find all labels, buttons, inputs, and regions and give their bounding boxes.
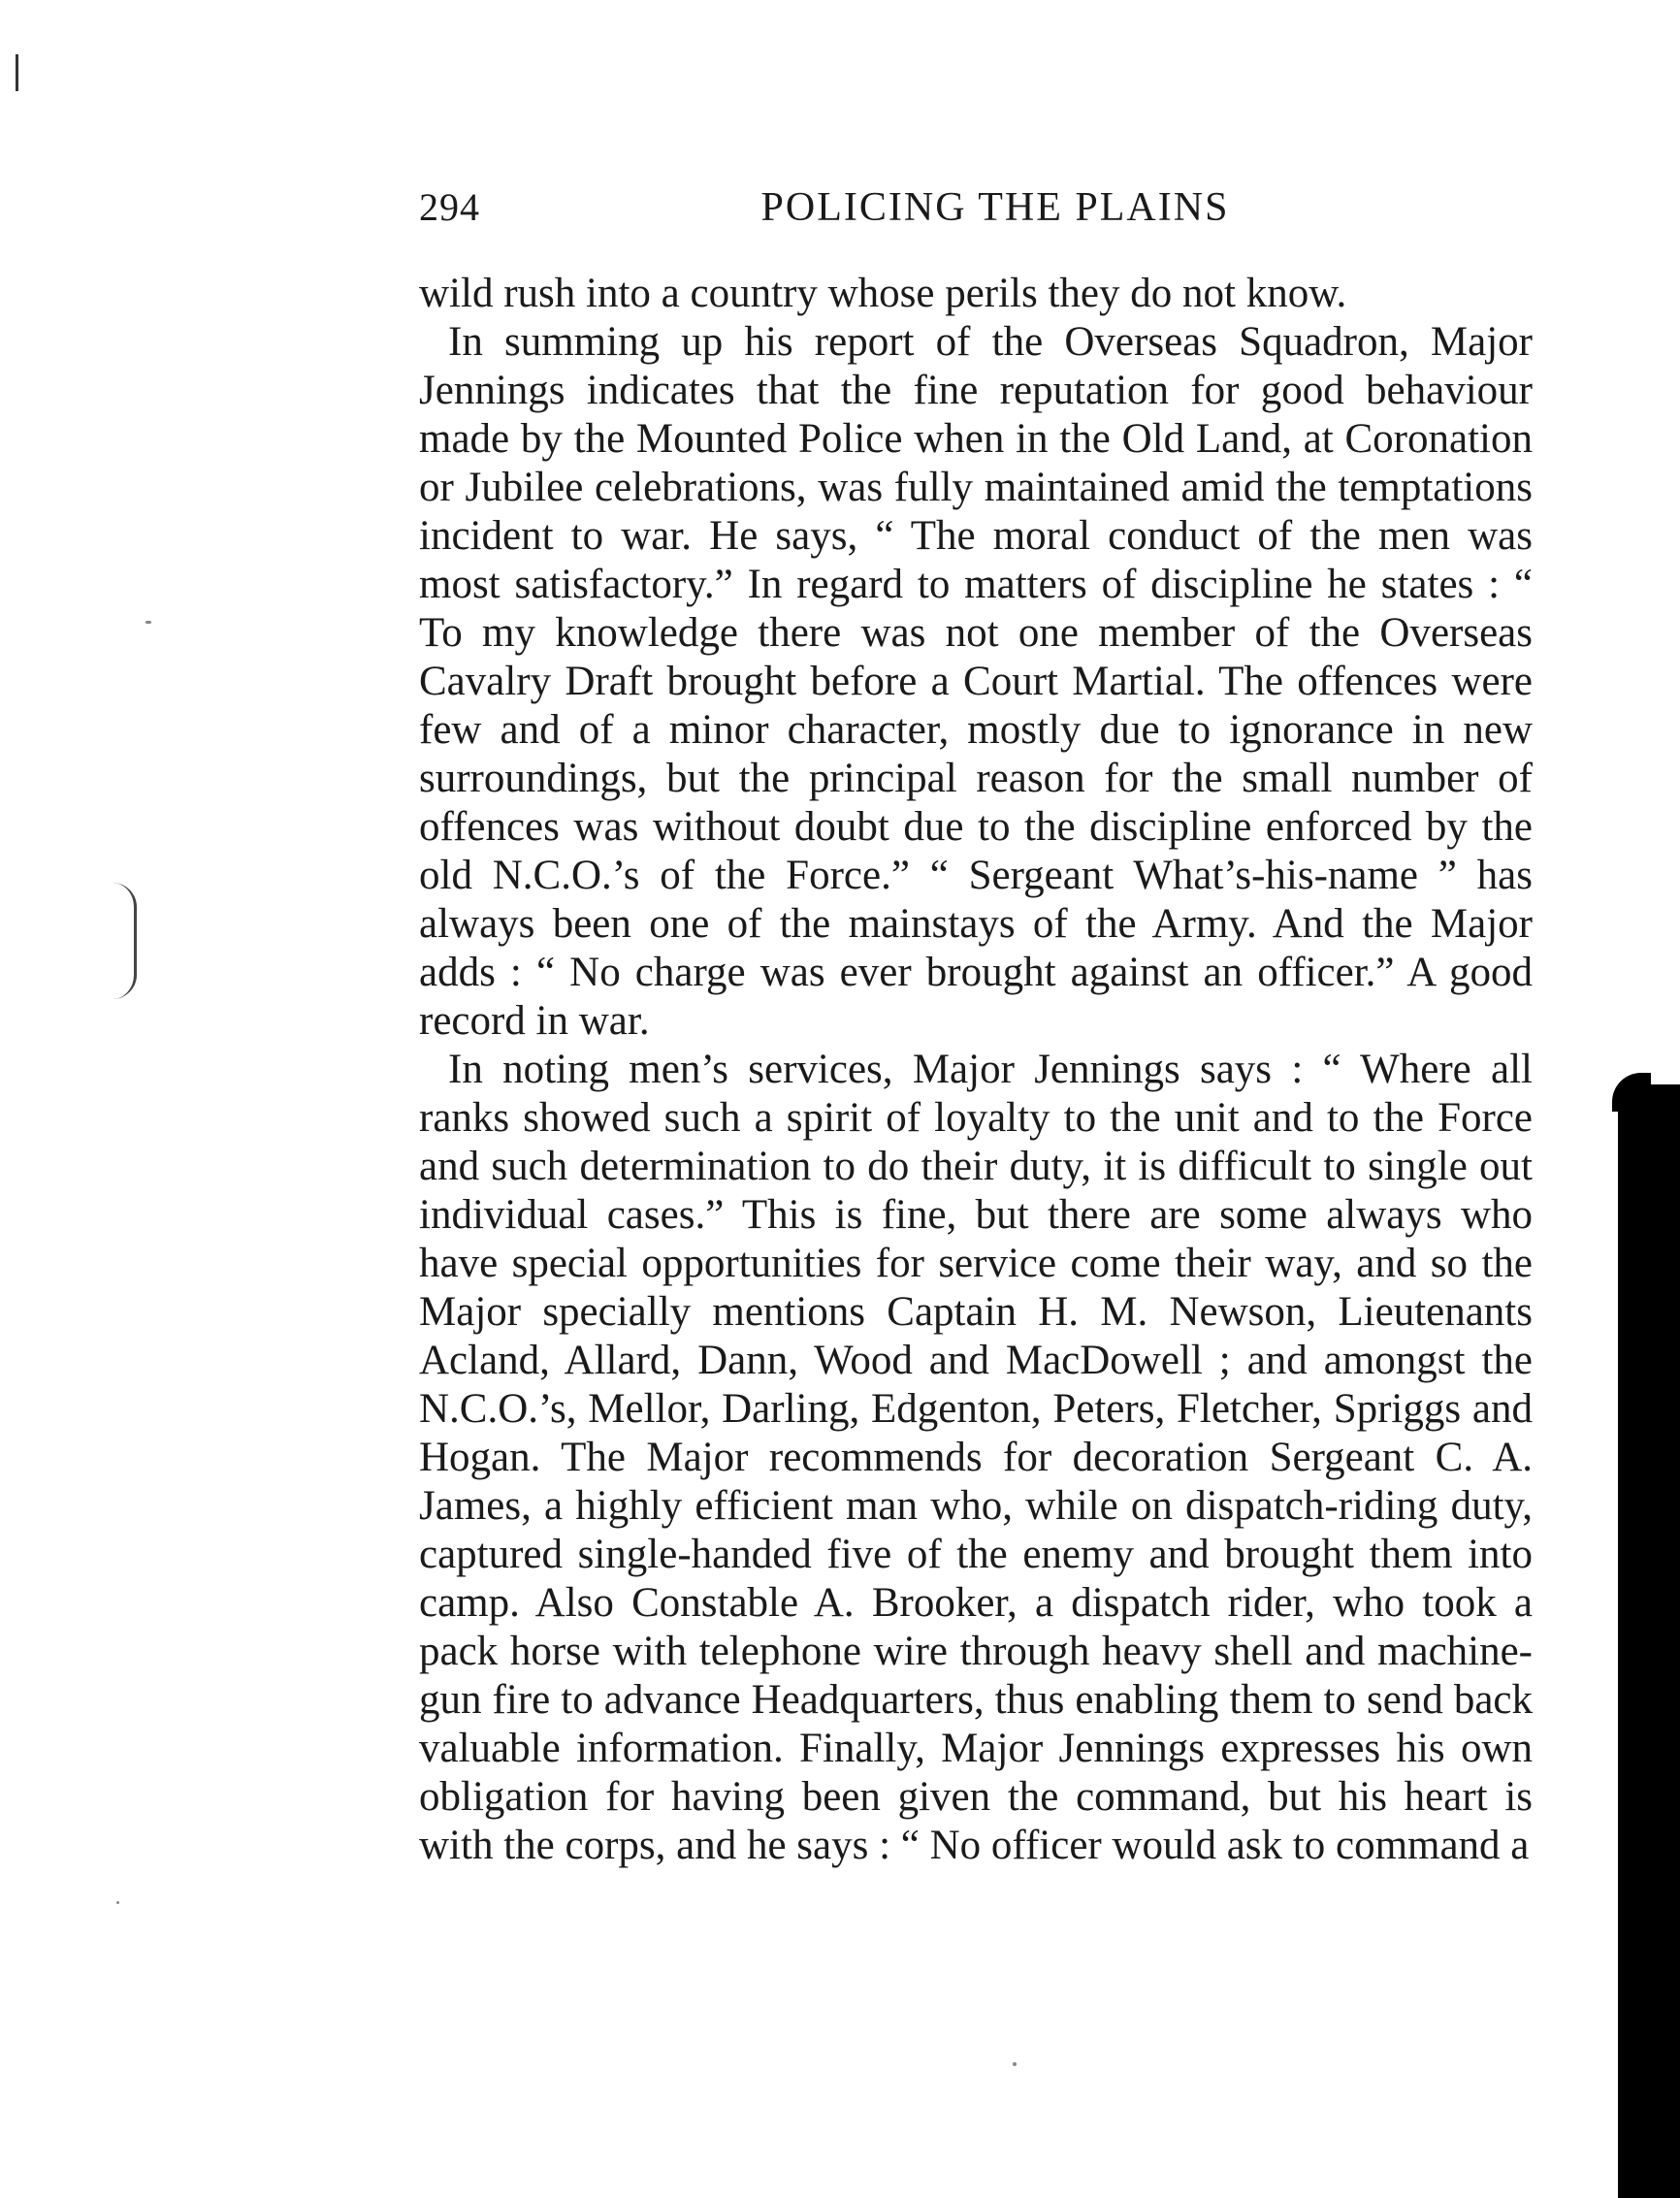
paragraph: wild rush into a country whose perils they do not know. [419,271,1347,316]
scan-dust-speck [145,621,151,624]
scan-artifact-mark [16,54,18,91]
paragraph: In noting men’s services, Major Jennings says : “ Where all ranks showed such a spirit of loyalty to the unit and to the Force and such determination to do their duty, it is difficult to single out individual cases.” This is fine, but there are some always who have special opportunities for service come their way, and so the Major specially mentions Captain H. M. Newson, Lieutenants Acland, Allard, Dann, Wood and MacDowell ; and amongst the N.C.O.’s, Mellor, Darling, Edgenton, Peters, Fletcher, Spriggs and Hogan. The Major recommends for decoration Sergeant C. A. James, a highly efficient man who, while on dispatch-riding duty, captured single-handed five of the enemy and brought them into camp. Also Constable A. Brooker, a dispatch rider, who took a pack horse with telephone wire through heavy shell and machine-gun fire to advance Headquarters, thus enabling them to send back valuable information. Finally, Major Jennings expresses his own obligation for having been given the command, but his heart is with the corps, and he says : “ No officer would ask to command a [419,1047,1533,1868]
scan-edge-shadow [1618,1084,1680,2198]
scan-artifact-bracket [113,883,137,999]
running-title: POLICING THE PLAINS [760,185,1230,230]
body-text [419,270,1533,1870]
scan-dust-speck [116,1901,119,1904]
page-number: 294 [419,185,480,229]
scan-dust-speck [1013,2062,1017,2066]
running-head [419,184,1533,242]
paragraph: In summing up his report of the Overseas Squadron, Major Jennings indicates that the fine reputation for good behaviour made by the Mounted Police when in the Old Land, at Coronation or Jubilee celebrations, was fully maintained amid the temptations incident to war. He says, “ The moral conduct of the men was most satisfactory.” In regard to matters of discipline he states : “ To my knowledge there was not one member of the Overseas Cavalry Draft brought before a Court Martial. The offences were few and of a minor character, mostly due to ignorance in new surroundings, but the principal reason for the small number of offences was without doubt due to the discipline enforced by the old N.C.O.’s of the Force.” “ Sergeant What’s-his-name ” has always been one of the mainstays of the Army. And the Major adds : “ No charge was ever brought against an officer.” A good record in war. [419,319,1533,1044]
